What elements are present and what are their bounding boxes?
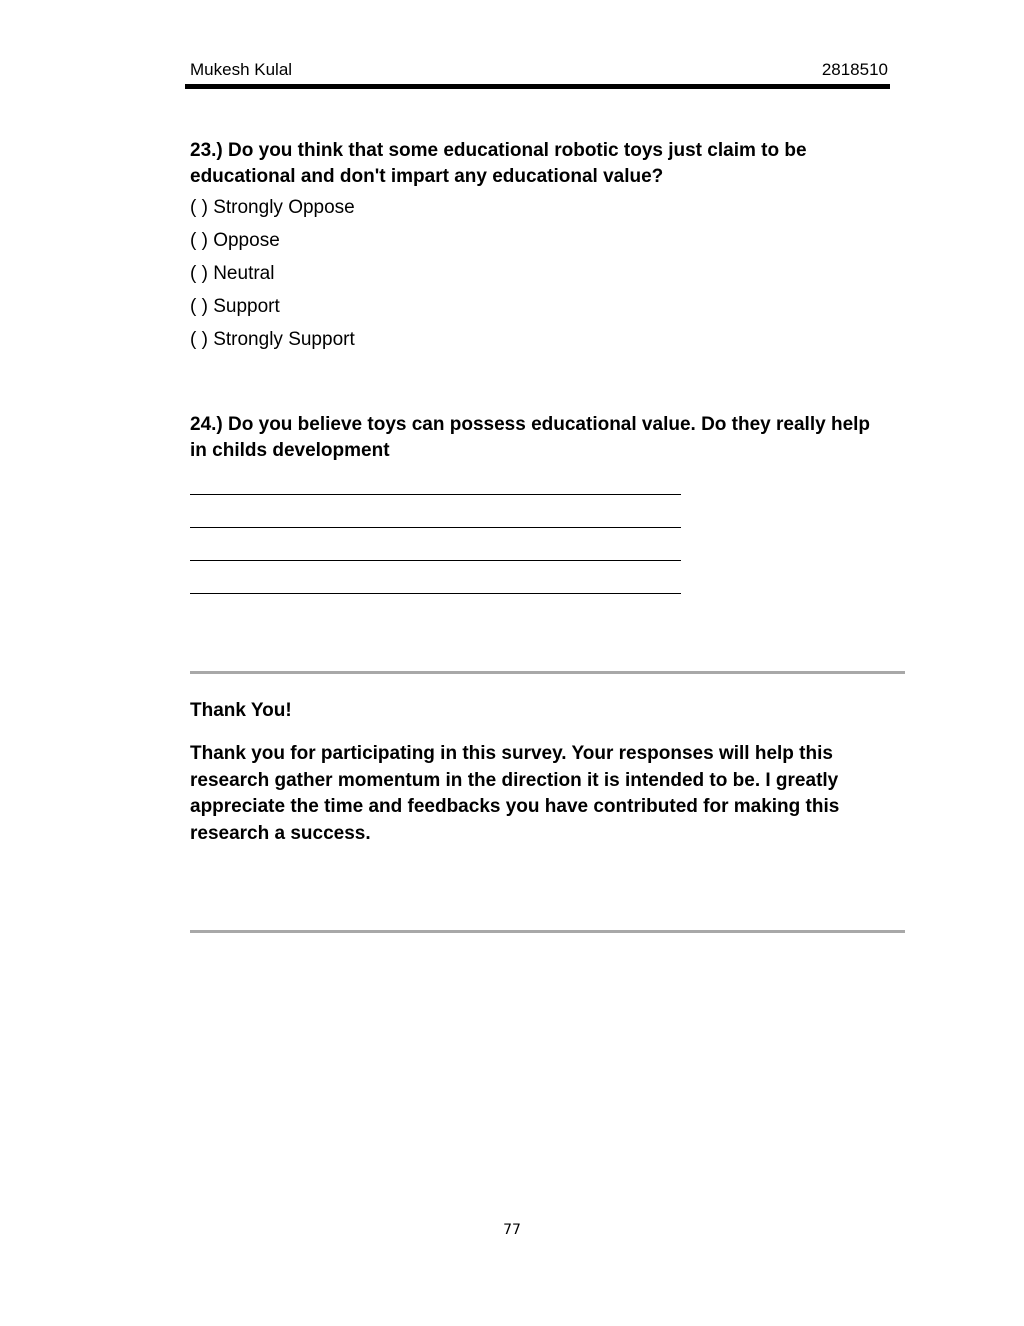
option-oppose[interactable]: ( ) Oppose <box>190 230 280 251</box>
answer-line[interactable] <box>190 534 681 567</box>
question-24: 24.) Do you believe toys can possess educational value. Do they really help in childs development <box>190 414 871 461</box>
answer-line[interactable] <box>190 567 681 600</box>
question-23-options <box>190 191 355 356</box>
question-23: 23.) Do you think that some educational robotic toys just claim to be educational and don't impart any educational value? <box>190 140 807 187</box>
option-strongly-support[interactable]: ( ) Strongly Support <box>190 329 355 350</box>
option-neutral[interactable]: ( ) Neutral <box>190 263 275 284</box>
header-rule <box>185 84 890 89</box>
thank-you-title: Thank You! <box>190 700 292 721</box>
option-strongly-oppose[interactable]: ( ) Strongly Oppose <box>190 197 355 218</box>
header-author: Mukesh Kulal <box>190 60 293 79</box>
answer-line[interactable] <box>190 468 681 501</box>
thank-you-message: Thank you for participating in this survey. Your responses will help this research gather momentum in the direction it is intended to be. I greatly appreciate the time and feedbacks you have contributed for making this research a success. <box>190 743 840 844</box>
answer-line[interactable] <box>190 501 681 534</box>
header-id-number: 2818510 <box>821 60 888 79</box>
question-24-answer-lines <box>190 468 681 600</box>
section-divider-bottom <box>190 930 905 933</box>
option-support[interactable]: ( ) Support <box>190 296 280 317</box>
section-divider-top <box>190 671 905 674</box>
page-number: 77 <box>503 1222 521 1238</box>
